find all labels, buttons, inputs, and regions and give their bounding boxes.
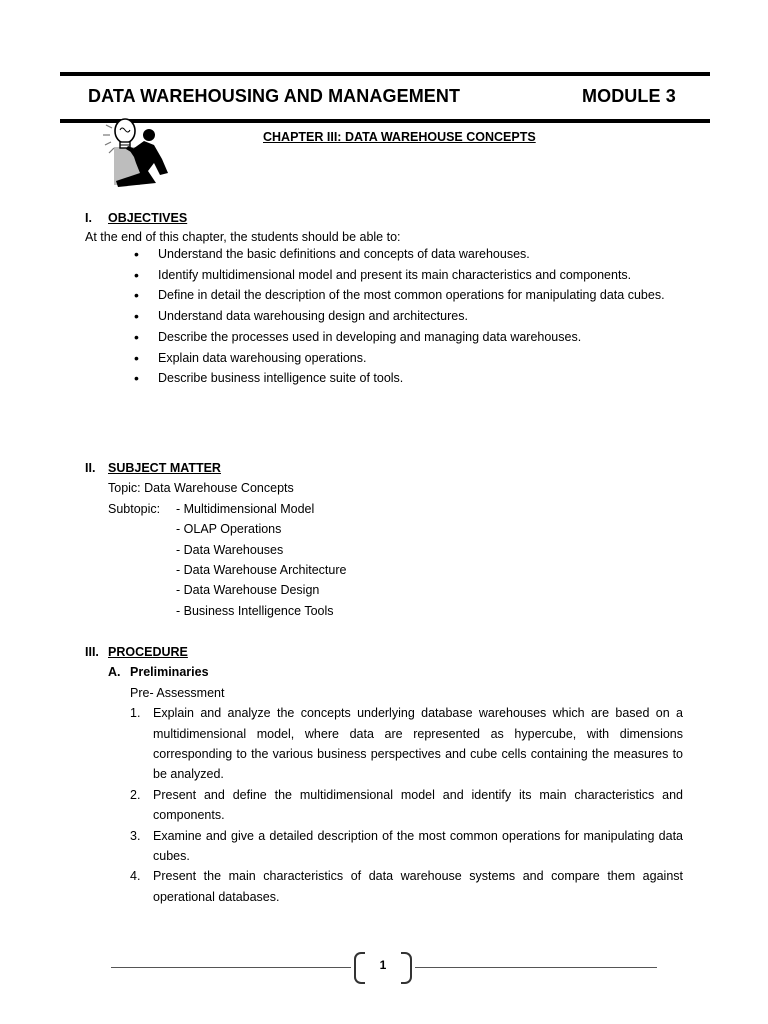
list-item: - Data Warehouses	[176, 540, 346, 560]
list-item: - OLAP Operations	[176, 519, 346, 539]
objectives-heading	[85, 211, 685, 225]
section-title: SUBJECT MATTER	[108, 461, 221, 475]
section-number: III.	[85, 645, 99, 659]
procedure-heading	[85, 642, 685, 662]
subtopic-list	[176, 499, 346, 621]
step-number: 1.	[130, 706, 141, 721]
subsection-title: Preliminaries	[130, 665, 209, 680]
list-item: • Describe business intelligence suite of tools.	[85, 368, 683, 389]
subtopic-block	[85, 499, 685, 621]
step-number: 2.	[130, 787, 141, 802]
procedure-section	[85, 642, 685, 907]
list-item: - Data Warehouse Design	[176, 580, 346, 600]
subtopic-label: Subtopic:	[108, 501, 161, 516]
document-title: DATA WAREHOUSING AND MANAGEMENT	[88, 86, 461, 106]
footer-brace-right	[401, 952, 412, 984]
header-top-rule	[60, 72, 710, 76]
list-item: • Understand the basic definitions and concepts of data warehouses.	[85, 244, 683, 265]
objectives-intro: At the end of this chapter, the students should be able to:	[85, 230, 401, 244]
footer-brace-left	[354, 952, 365, 984]
section-title: PROCEDURE	[108, 645, 188, 659]
list-item	[85, 866, 683, 907]
step-number: 4.	[130, 869, 141, 884]
step-text: Explain and analyze the concepts underlying database warehouses which are based on a multidimensional model, where data are represented as hypercube, with dimensions corresponding to the various business perspectives and cube cells containing the measures to be analyzed.	[153, 706, 683, 782]
objectives-list	[85, 244, 685, 389]
list-item	[85, 703, 683, 785]
step-text: Examine and give a detailed description of the most common operations for manipulating data cubes.	[153, 828, 683, 864]
list-item: • Explain data warehousing operations.	[85, 348, 683, 369]
chapter-title: CHAPTER III: DATA WAREHOUSE CONCEPTS	[263, 130, 536, 144]
list-item: • Understand data warehousing design and architectures.	[85, 306, 683, 327]
page-number: 1	[379, 958, 387, 972]
list-item: • Describe the processes used in developing and managing data warehouses.	[85, 327, 683, 348]
step-text: Present and define the multidimensional model and identify its main characteristics and components.	[153, 787, 683, 823]
list-item: • Identify multidimensional model and present its main characteristics and components.	[85, 265, 683, 286]
module-label: MODULE 3	[582, 86, 676, 106]
list-item	[85, 785, 683, 826]
pre-assessment-label: Pre- Assessment	[130, 685, 225, 700]
pre-assessment-list	[85, 703, 685, 907]
list-item: - Data Warehouse Architecture	[176, 560, 346, 580]
list-item: • Define in detail the description of the most common operations for manipulating data cubes.	[85, 285, 683, 306]
subsection-letter: A.	[108, 665, 121, 680]
footer-rule-right	[415, 967, 657, 968]
list-item: - Multidimensional Model	[176, 499, 346, 519]
person-with-lightbulb-icon	[100, 113, 172, 191]
step-number: 3.	[130, 828, 141, 843]
section-number: I.	[85, 211, 92, 225]
footer-rule-left	[111, 967, 351, 968]
objectives-section	[85, 211, 685, 389]
step-text: Present the main characteristics of data warehouse systems and compare them against operational databases.	[153, 869, 683, 904]
section-number: II.	[85, 461, 96, 475]
subject-matter-heading	[85, 458, 685, 478]
list-item	[85, 826, 683, 867]
topic-line: Topic: Data Warehouse Concepts	[108, 481, 294, 496]
list-item: - Business Intelligence Tools	[176, 601, 346, 621]
preliminaries-heading	[85, 662, 685, 682]
section-title: OBJECTIVES	[108, 211, 188, 225]
subject-matter-section	[85, 458, 685, 621]
